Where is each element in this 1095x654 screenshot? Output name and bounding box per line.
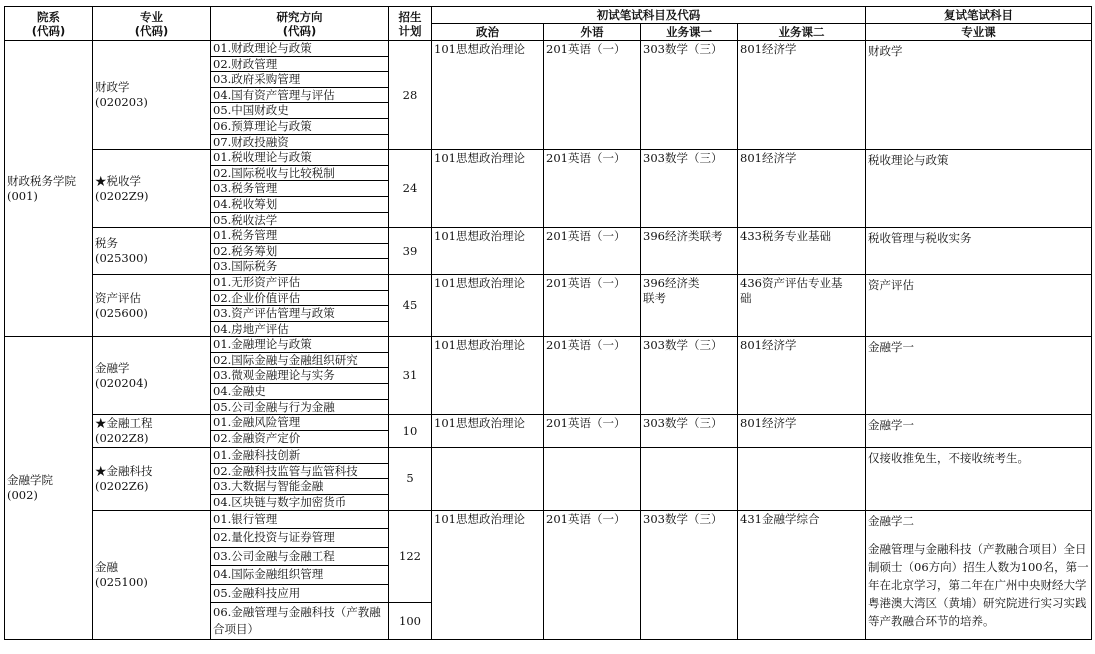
direction-list [211,41,389,150]
direction-list [211,150,389,228]
header-foreign: 外语 [544,24,641,41]
direction-item: 04.国际金融组织管理 [211,566,388,585]
politics-subject [432,448,544,510]
retest-subject [866,150,1092,228]
header-major: 专业 (代码) [93,7,211,41]
foreign-subject: 201英语（一） [544,274,641,336]
foreign-subject: 201英语（一） [544,510,641,640]
retest-subject [866,337,1092,415]
direction-item: 03.资产评估管理与政策 [211,306,388,322]
course1-subject: 303数学（三） [641,415,738,448]
direction-list [211,510,389,603]
quota-value: 45 [389,274,432,336]
table-row [5,415,1092,448]
quota-value: 122 [389,510,432,603]
header-quota: 招生 计划 [389,7,432,41]
direction-item: 01.银行管理 [211,511,388,530]
header-first-exam: 初试笔试科目及代码 [432,7,866,24]
course2-subject: 801经济学 [738,150,866,228]
retest-subject-text: 金融学二 [868,513,914,528]
course2-subject: 801经济学 [738,415,866,448]
direction-item: 05.中国财政史 [211,103,388,119]
major-name: ★税收学 (0202Z9) [93,150,211,228]
retest-subject [866,415,1092,448]
foreign-subject: 201英语（一） [544,337,641,415]
direction-item: 01.金融风险管理 [211,415,388,431]
foreign-subject: 201英语（一） [544,415,641,448]
direction-item: 02.企业价值评估 [211,291,388,307]
retest-subject [866,510,1092,640]
course2-subject: 801经济学 [738,337,866,415]
foreign-subject: 201英语（一） [544,41,641,150]
course2-subject: 431金融学综合 [738,510,866,640]
course1-subject: 396经济类 联考 [641,274,738,336]
direction-list [211,415,389,448]
school-name: 财政税务学院 (001) [5,41,93,337]
direction-item: 03.微观金融理论与实务 [211,368,388,384]
major-name: 资产评估 (025600) [93,274,211,336]
direction-item: 06.金融管理与金融科技（产教融合项目） [211,603,389,640]
major-name: 金融学 (020204) [93,337,211,415]
politics-subject: 101思想政治理论 [432,274,544,336]
major-name: ★金融工程 (0202Z8) [93,415,211,448]
direction-item: 03.税务管理 [211,181,388,197]
direction-item: 04.区块链与数字加密货币 [213,495,347,510]
direction-item: 02.量化投资与证券管理 [211,529,388,548]
table-row [5,150,1092,228]
header-direction: 研究方向 (代码) [211,7,389,41]
direction-item: 04.金融史 [211,384,388,400]
direction-list [211,337,389,415]
politics-subject: 101思想政治理论 [432,41,544,150]
politics-subject: 101思想政治理论 [432,228,544,275]
direction-item: 01.无形资产评估 [211,275,388,291]
direction-item: 05.税收法学 [213,212,278,227]
direction-list [211,228,389,275]
admissions-table [4,6,1092,640]
foreign-subject [544,448,641,510]
direction-item: 05.金融科技应用 [213,585,301,600]
politics-subject: 101思想政治理论 [432,150,544,228]
spacer [868,530,1089,540]
retest-subject [866,228,1092,275]
quota-value: 10 [389,415,432,448]
direction-item: 01.金融理论与政策 [211,337,388,353]
table-row [5,510,1092,603]
quota-value: 39 [389,228,432,275]
header-retest: 复试笔试科目 [866,7,1092,24]
course1-subject: 303数学（三） [641,41,738,150]
direction-item: 01.金融科技创新 [211,448,388,464]
retest-subject-text: 资产评估 [868,277,914,292]
table-row [5,274,1092,336]
direction-item: 02.税务筹划 [211,244,388,260]
major-name: 财政学 (020203) [93,41,211,150]
header-school: 院系 (代码) [5,7,93,41]
direction-item: 06.预算理论与政策 [211,119,388,135]
direction-item: 03.大数据与智能金融 [211,479,388,495]
header-retest-sub: 专业课 [866,24,1092,41]
direction-item: 05.公司金融与行为金融 [213,399,335,414]
direction-item: 03.国际税务 [213,259,278,274]
direction-item: 02.金融资产定价 [213,430,301,445]
retest-subject-text: 金融学一 [868,340,914,355]
direction-item: 07.财政投融资 [213,134,289,149]
direction-item: 04.税收筹划 [211,197,388,213]
quota-value: 5 [389,448,432,510]
direction-item: 01.税务管理 [211,228,388,244]
retest-subject [866,274,1092,336]
table-row [5,41,1092,150]
quota-value: 31 [389,337,432,415]
course2-subject: 801经济学 [738,41,866,150]
foreign-subject: 201英语（一） [544,150,641,228]
course2-subject: 436资产评估专业基 础 [738,274,866,336]
course1-subject: 303数学（三） [641,150,738,228]
direction-item: 02.国际税收与比较税制 [211,166,388,182]
retest-subject-text: 税收管理与税收实务 [868,231,972,246]
retest-subject-text: 税收理论与政策 [868,153,949,168]
major-name: 税务 (025300) [93,228,211,275]
retest-note: 金融管理与金融科技（产教融合项目）全日制硕士（06方向）招生人数为100名，第一年在北京学习，第二年在广州中央财经大学粤港澳大湾区（黄埔）研究院进行实习实践等产教融合环节的培养。 [868,541,1089,628]
politics-subject: 101思想政治理论 [432,510,544,640]
direction-list [211,274,389,336]
quota-value: 24 [389,150,432,228]
direction-item: 04.国有资产管理与评估 [211,88,388,104]
direction-item: 02.财政管理 [211,57,388,73]
course1-subject [641,448,738,510]
politics-subject: 101思想政治理论 [432,415,544,448]
direction-item: 03.政府采购管理 [211,72,388,88]
course1-subject: 396经济类联考 [641,228,738,275]
table-row [5,337,1092,415]
direction-item: 03.公司金融与金融工程 [211,548,388,567]
direction-item: 04.房地产评估 [213,321,289,336]
direction-list [211,448,389,510]
header-politics: 政治 [432,24,544,41]
school-name: 金融学院 (002) [5,337,93,640]
foreign-subject: 201英语（一） [544,228,641,275]
major-name: 金融 (025100) [93,510,211,640]
quota-value: 100 [389,603,432,640]
direction-item: 02.金融科技监管与监管科技 [211,464,388,480]
direction-item: 01.财政理论与政策 [211,41,388,57]
table-row [5,448,1092,510]
direction-item: 01.税收理论与政策 [211,150,388,166]
header-course1: 业务课一 [641,24,738,41]
retest-subject [866,448,1092,510]
retest-subject-text: 财政学 [868,44,903,58]
retest-subject [866,41,1092,150]
course2-subject [738,448,866,510]
course2-subject: 433税务专业基础 [738,228,866,275]
course1-subject: 303数学（三） [641,510,738,640]
course1-subject: 303数学（三） [641,337,738,415]
table-row [5,228,1092,275]
retest-subject-text: 仅接收推免生，不接收统考生。 [868,451,1029,466]
retest-subject-text: 金融学一 [868,418,914,433]
header-course2: 业务课二 [738,24,866,41]
major-name: ★金融科技 (0202Z6) [93,448,211,510]
table-body [5,41,1092,640]
direction-item: 02.国际金融与金融组织研究 [211,353,388,369]
politics-subject: 101思想政治理论 [432,337,544,415]
quota-value: 28 [389,41,432,150]
